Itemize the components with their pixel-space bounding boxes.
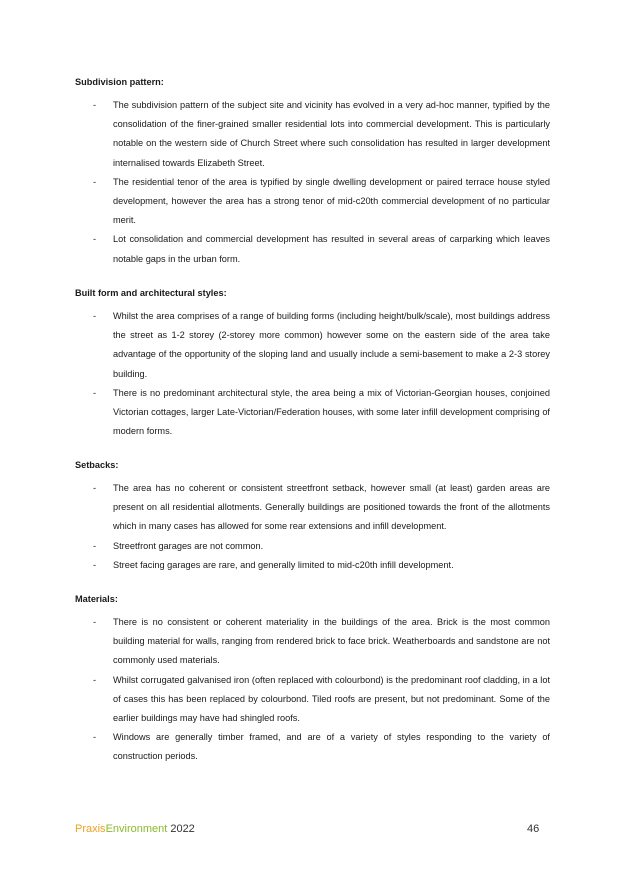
list-item — [75, 556, 550, 575]
brand-environment: Environment — [105, 823, 168, 835]
bullet-list — [75, 613, 550, 767]
list-item — [75, 537, 550, 556]
list-item — [75, 230, 550, 268]
bullet-marker: - — [93, 100, 97, 110]
list-item-text: There is no consistent or coherent materiality in the buildings of the area. Brick is the most common building material for walls, ranging from rendered brick to face brick. Weatherboards and sandstone are not commonly used materials. — [113, 617, 550, 666]
bullet-marker: - — [93, 617, 97, 627]
section-built-form — [75, 287, 550, 441]
bullet-marker: - — [93, 483, 97, 493]
list-item — [75, 307, 550, 384]
list-item — [75, 479, 550, 537]
list-item-text: Windows are generally timber framed, and are of a variety of styles responding to the variety of construction periods. — [113, 732, 550, 762]
bullet-marker: - — [93, 176, 97, 187]
list-item — [75, 173, 550, 231]
bullet-marker: - — [93, 234, 97, 245]
bullet-marker: - — [93, 674, 97, 685]
list-item — [75, 671, 550, 729]
list-item-text: Whilst the area comprises of a range of building forms (including height/bulk/scale), most buildings address the street as 1-2 storey (2-storey more common) however some on the eastern side of the area take advantage of the opportunity of the sloping land and usually include a semi-basement to make a 2-3 storey building. — [113, 311, 550, 379]
list-item-text: Streetfront garages are not common. — [113, 540, 264, 551]
list-item-text: The area has no coherent or consistent streetfront setback, however small (at least) garden areas are present on all residential allotments. Generally buildings are positioned towards the front of the allotments which in many cases has allowed for some rear extensions and infill development. — [113, 483, 550, 532]
bullet-marker: - — [93, 387, 97, 398]
footer-year: 2022 — [170, 823, 195, 835]
bullet-marker: - — [93, 311, 97, 321]
list-item — [75, 96, 550, 173]
list-item-text: The subdivision pattern of the subject site and vicinity has evolved in a very ad-hoc manner, typified by the consolidation of the finer-grained smaller residential lots into commercial development. This is particularly notable on the western side of Church Street where such consolidation has resulted in larger development internalised towards Elizabeth Street. — [113, 100, 550, 168]
list-item — [75, 613, 550, 671]
list-item-text: Lot consolidation and commercial development has resulted in several areas of carparking which leaves notable gaps in the urban form. — [113, 234, 550, 264]
list-item — [75, 384, 550, 442]
list-item-text: Whilst corrugated galvanised iron (often replaced with colourbond) is the predominant roof cladding, in a lot of cases this has been replaced by colourbond. Tiled roofs are present, but not predominant. Some of the earlier buildings may have had shingled roofs. — [113, 674, 550, 724]
section-heading: Built form and architectural styles: — [75, 288, 227, 298]
bullet-marker: - — [93, 732, 97, 743]
list-item — [75, 728, 550, 766]
list-item-text: Street facing garages are rare, and generally limited to mid-c20th infill development. — [113, 559, 454, 570]
bullet-list — [75, 96, 550, 269]
page-number: 46 — [527, 823, 540, 835]
list-item-text: There is no predominant architectural style, the area being a mix of Victorian-Georgian houses, conjoined Victorian cottages, larger Late-Victorian/Federation houses, with some later infill development comprising of modern forms. — [113, 387, 550, 437]
section-heading: Materials: — [75, 594, 118, 604]
section-subdivision-pattern — [75, 76, 550, 269]
section-heading: Subdivision pattern: — [75, 77, 164, 87]
section-materials — [75, 593, 550, 767]
list-item-text: The residential tenor of the area is typified by single dwelling development or paired terrace house styled development, however the area has a strong tenor of mid-c20th commercial development of no particular merit. — [113, 176, 550, 226]
section-setbacks — [75, 459, 550, 575]
bullet-marker: - — [93, 540, 97, 551]
bullet-list — [75, 479, 550, 575]
brand-praxis: Praxis — [75, 823, 106, 835]
footer-brand — [75, 822, 195, 836]
section-heading: Setbacks: — [75, 460, 119, 470]
bullet-list — [75, 307, 550, 441]
bullet-marker: - — [93, 559, 97, 570]
